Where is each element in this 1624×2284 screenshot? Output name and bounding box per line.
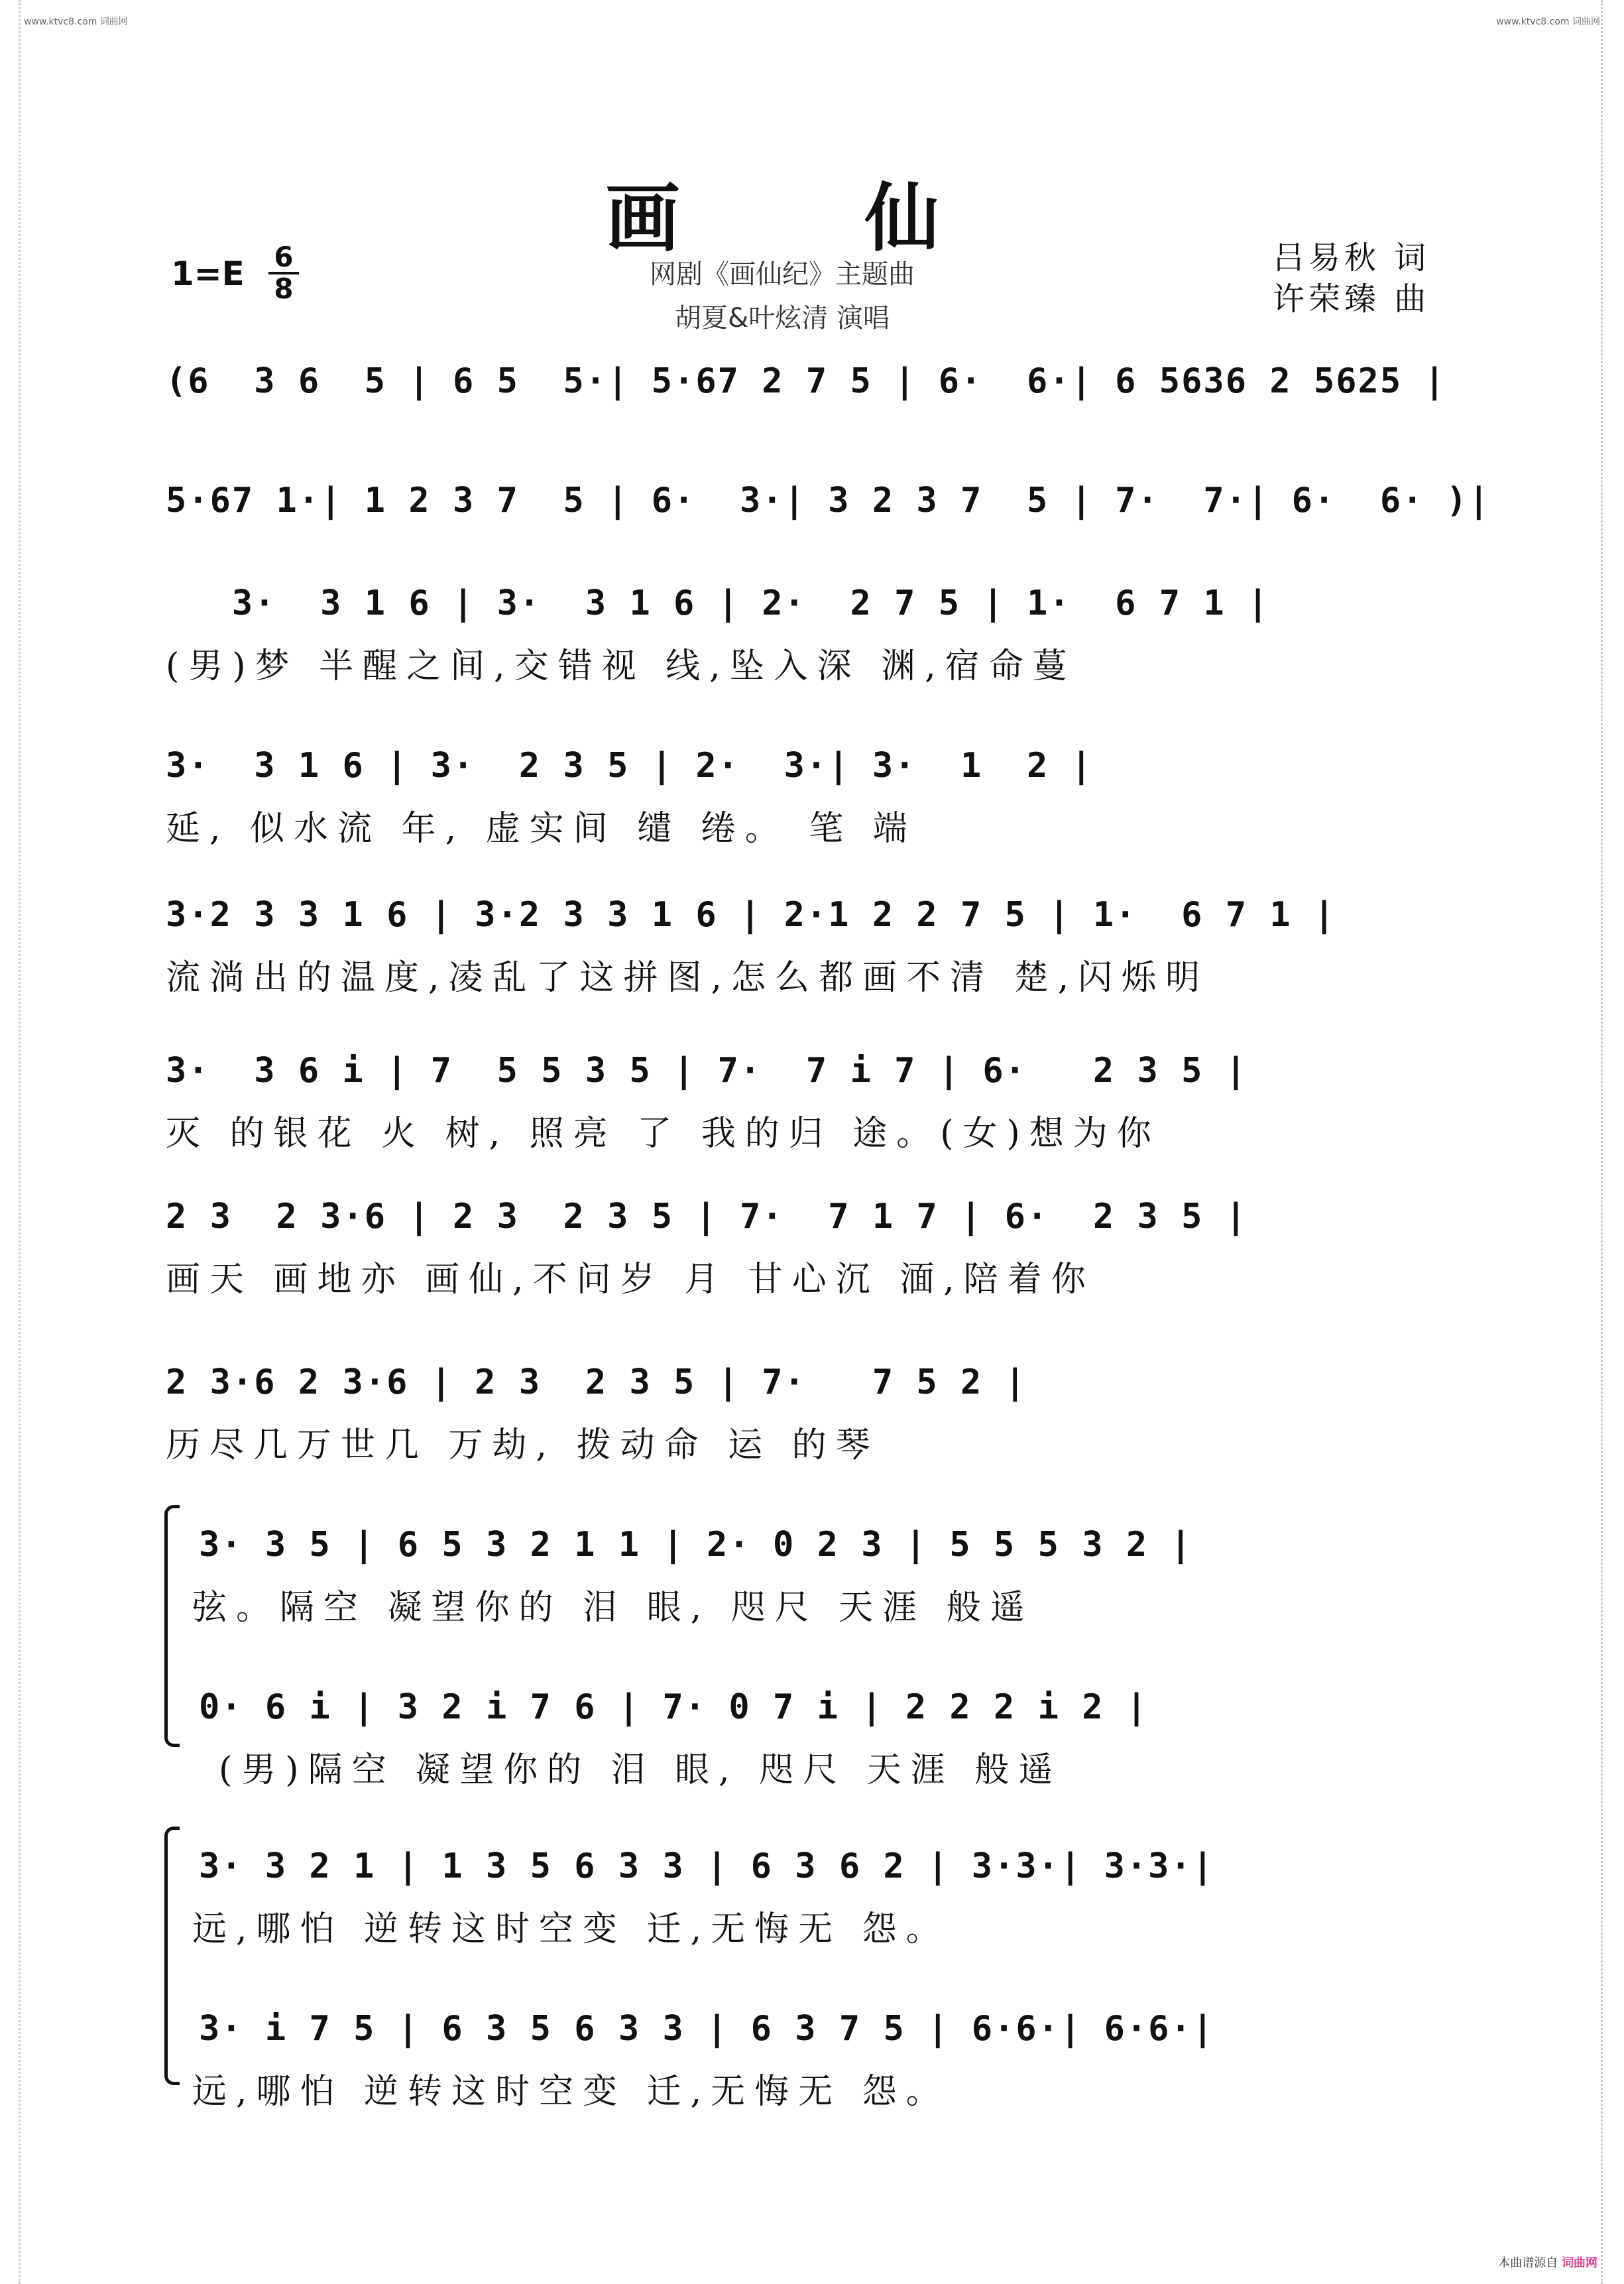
song-singers: 胡夏&叶炫清 演唱 xyxy=(675,303,890,333)
duet-bracket xyxy=(164,1505,180,1747)
duet-bracket xyxy=(164,1827,180,2085)
system-notes: 3· 3 1 6 | 3· 2 3 5 | 2· 3·| 3· 1 2 | xyxy=(166,746,1093,786)
system-lyrics: 画天 画地亦 画仙,不问岁 月 甘心沉 湎,陪着你 xyxy=(166,1260,1095,1299)
system-lyrics: (男)隔空 凝望你的 泪 眼, 咫尺 天涯 般遥 xyxy=(219,1750,1063,1790)
system-lyrics: 灭 的银花 火 树, 照亮 了 我的归 途。(女)想为你 xyxy=(166,1114,1161,1154)
time-denominator: 8 xyxy=(274,272,294,305)
song-subtitle: 网剧《画仙纪》主题曲 xyxy=(650,259,915,290)
key-signature: 1=E xyxy=(171,255,245,293)
watermark-bottom-right xyxy=(1498,2254,1597,2271)
system-lyrics: (男)梦 半醒之间,交错视 线,坠入深 渊,宿命蔓 xyxy=(166,646,1076,686)
system-lyrics: 历尽几万世几 万劫, 拨动命 运 的琴 xyxy=(166,1425,880,1465)
song-title: 画 仙 xyxy=(605,175,1019,262)
time-signature xyxy=(268,241,299,305)
system-notes: 3·2 3 3 1 6 | 3·2 3 3 1 6 | 2·1 2 2 7 5 | 1· 6 7 1 | xyxy=(166,895,1336,935)
system-notes: 2 3·6 2 3·6 | 2 3 2 3 5 | 7· 7 5 2 | xyxy=(166,1362,1027,1402)
system-notes: (6 3 6 5 | 6 5 5·| 5·67 2 7 5 | 6· 6·| 6 5636 2 5625 | xyxy=(166,361,1446,401)
system-notes: 3· 3 5 | 6 5 3 2 1 1 | 2· 0 2 3 | 5 5 5 3 2 | xyxy=(199,1525,1192,1565)
system-lyrics: 流淌出的温度,凌乱了这拼图,怎么都画不清 楚,闪烁明 xyxy=(166,958,1210,998)
watermark-top-left: www.ktvc8.com 词曲网 xyxy=(24,17,128,27)
system-lyrics: 远,哪怕 逆转这时空变 迁,无悔无 怨。 xyxy=(192,1909,950,1949)
watermark-prefix: 本曲谱源自 xyxy=(1498,2256,1558,2270)
system-lyrics: 弦。隔空 凝望你的 泪 眼, 咫尺 天涯 般遥 xyxy=(192,1588,1034,1628)
system-notes: 2 3 2 3·6 | 2 3 2 3 5 | 7· 7 1 7 | 6· 2 3 5 | xyxy=(166,1197,1248,1236)
lyricist-credit: 吕易秋 词 xyxy=(1273,239,1430,276)
system-notes: 0· 6 i | 3 2 i 7 6 | 7· 0 7 i | 2 2 2 i 2 | xyxy=(199,1687,1149,1727)
system-notes: 3· 3 6 i | 7 5 5 3 5 | 7· 7 i 7 | 6· 2 3 5 | xyxy=(166,1051,1248,1091)
watermark-brand: 词曲网 xyxy=(1562,2256,1597,2270)
system-notes: 5·67 1·| 1 2 3 7 5 | 6· 3·| 3 2 3 7 5 | 7· 7·| 6· 6· )| xyxy=(166,481,1491,520)
time-numerator: 6 xyxy=(274,241,294,273)
system-lyrics: 延, 似水流 年, 虚实间 缱 绻。 笔 端 xyxy=(166,809,917,849)
composer-credit: 许荣臻 曲 xyxy=(1273,280,1430,318)
watermark-top-right: www.ktvc8.com 词曲网 xyxy=(1496,17,1600,27)
system-lyrics: 远,哪怕 逆转这时空变 迁,无悔无 怨。 xyxy=(192,2072,950,2112)
system-notes: 3· 3 2 1 | 1 3 5 6 3 3 | 6 3 6 2 | 3·3·| 3·3·| xyxy=(199,1846,1215,1886)
system-notes: 3· i 7 5 | 6 3 5 6 3 3 | 6 3 7 5 | 6·6·| 6·6·| xyxy=(199,2009,1215,2049)
system-notes: 3· 3 1 6 | 3· 3 1 6 | 2· 2 7 5 | 1· 6 7 1 | xyxy=(166,583,1270,623)
